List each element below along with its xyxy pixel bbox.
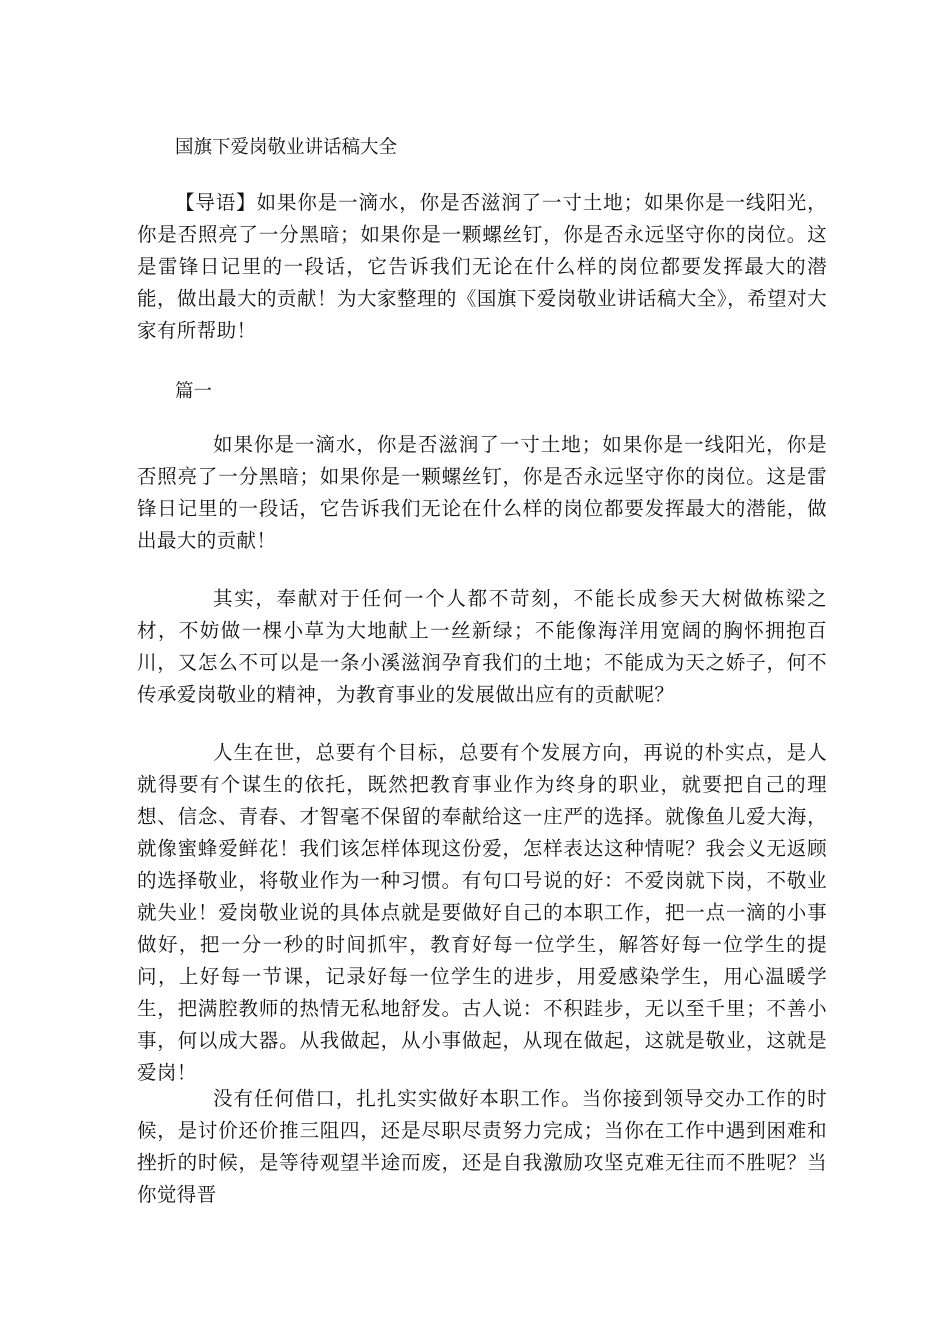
body-paragraph-4: 没有任何借口，扎扎实实做好本职工作。当你接到领导交办工作的时候，是讨价还价推三阻四，还是尽职尽责努力完成；当你在工作中遇到困难和挫折的时候，是等待观望半途而废，还是自我激励攻坚克难无往而不胜呢？当你觉得晋 xyxy=(137,1087,827,1206)
intro-paragraph: 【导语】如果你是一滴水，你是否滋润了一寸土地；如果你是一线阳光，你是否照亮了一分黑暗；如果你是一颗螺丝钉，你是否永远坚守你的岗位。这是雷锋日记里的一段话，它告诉我们无论在什么样的岗位都要发挥最大的潜能，做出最大的贡献！为大家整理的《国旗下爱岗敬业讲话稿大全》，希望对大家有所帮助！ xyxy=(137,191,827,342)
section-heading: 篇一 xyxy=(175,381,213,402)
document-title: 国旗下爱岗敬业讲话稿大全 xyxy=(175,137,398,158)
body-paragraph-3: 人生在世，总要有个目标，总要有个发展方向，再说的朴实点，是人就得要有个谋生的依托，既然把教育事业作为终身的职业，就要把自己的理想、信念、青春、才智毫不保留的奉献给这一庄严的选择。就像鱼儿爱大海，就像蜜蜂爱鲜花！我们该怎样体现这份爱，怎样表达这种情呢？我会义无返顾的选择敬业，将敬业作为一种习惯。有句口号说的好：不爱岗就下岗，不敬业就失业！爱岗敬业说的具体点就是要做好自己的本职工作，把一点一滴的小事做好，把一分一秒的时间抓牢，教育好每一位学生，解答好每一位学生的提问，上好每一节课，记录好每一位学生的进步，用爱感染学生，用心温暖学生，把满腔教师的热情无私地舒发。古人说：不积跬步，无以至千里；不善小事，何以成大器。从我做起，从小事做起，从现在做起，这就是敬业，这就是爱岗！ xyxy=(137,741,827,1084)
body-paragraph-1: 如果你是一滴水，你是否滋润了一寸土地；如果你是一线阳光，你是否照亮了一分黑暗；如果你是一颗螺丝钉，你是否永远坚守你的岗位。这是雷锋日记里的一段话，它告诉我们无论在什么样的岗位都要发挥最大的潜能，做出最大的贡献！ xyxy=(137,433,827,552)
body-paragraph-2: 其实，奉献对于任何一个人都不苛刻，不能长成参天大树做栋梁之材，不妨做一棵小草为大地献上一丝新绿；不能像海洋用宽阔的胸怀拥抱百川，又怎么不可以是一条小溪滋润孕育我们的土地；不能成为天之娇子，何不传承爱岗敬业的精神，为教育事业的发展做出应有的贡献呢？ xyxy=(137,587,827,706)
